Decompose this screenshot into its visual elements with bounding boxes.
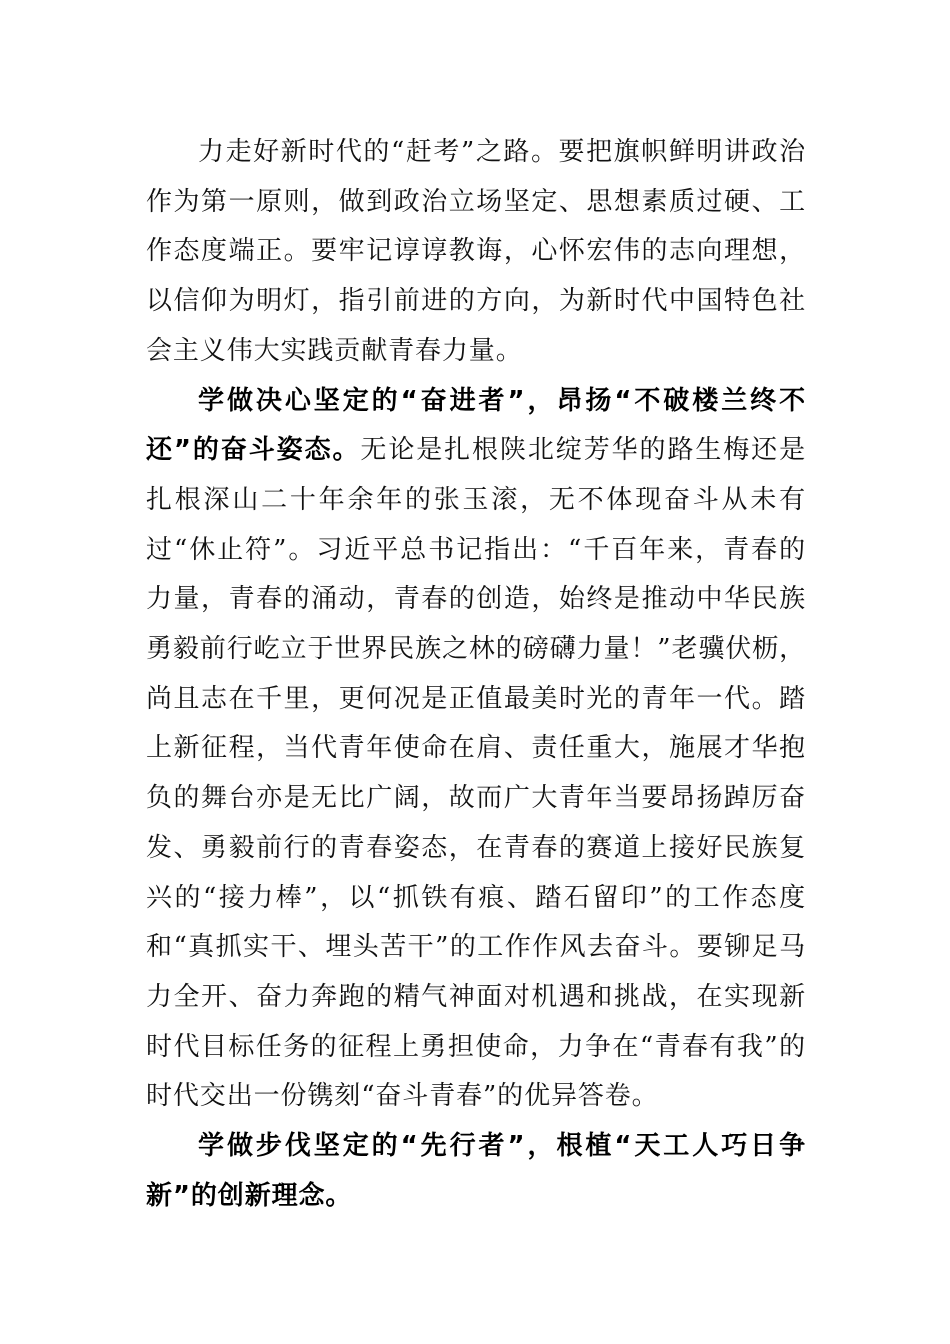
paragraph-3 xyxy=(146,1122,806,1221)
paragraph-2 xyxy=(146,377,806,1123)
paragraph-1 xyxy=(146,128,806,377)
paragraph-1-text: 力走好新时代的“赶考”之路。要把旗帜鲜明讲政治作为第一原则，做到政治立场坚定、思想素质过硬、工作态度端正。要牢记谆谆教诲，心怀宏伟的志向理想，以信仰为明灯，指引前进的方向，为新时代中国特色社会主义伟大实践贡献青春力量。 xyxy=(146,137,806,366)
paragraph-2-text: 无论是扎根陕北绽芳华的路生梅还是扎根深山二十年余年的张玉滚，无不体现奋斗从未有过“休止符”。习近平总书记指出：“千百年来，青春的力量，青春的涌动，青春的创造，始终是推动中华民族勇毅前行屹立于世界民族之林的磅礴力量！”老骥伏枥，尚且志在千里，更何况是正值最美时光的青年一代。踏上新征程，当代青年使命在肩、责任重大，施展才华抱负的舞台亦是无比广阔，故而广大青年当要昂扬踔厉奋发、勇毅前行的青春姿态，在青春的赛道上接好民族复兴的“接力棒”，以“抓铁有痕、踏石留印”的工作态度和“真抓实干、埋头苦干”的工作作风去奋斗。要铆足马力全开、奋力奔跑的精气神面对机遇和挑战，在实现新时代目标任务的征程上勇担使命，力争在“青春有我”的时代交出一份镌刻“奋斗青春”的优异答卷。 xyxy=(146,435,807,1112)
paragraph-3-heading: 学做步伐坚定的“先行者”，根植“天工人巧日争新”的创新理念。 xyxy=(146,1131,806,1211)
document-body xyxy=(146,128,806,1221)
paragraph-2-heading: 学做决心坚定的“奋进者”，昂扬“不破楼兰终不还”的奋斗姿态。 xyxy=(146,385,806,466)
